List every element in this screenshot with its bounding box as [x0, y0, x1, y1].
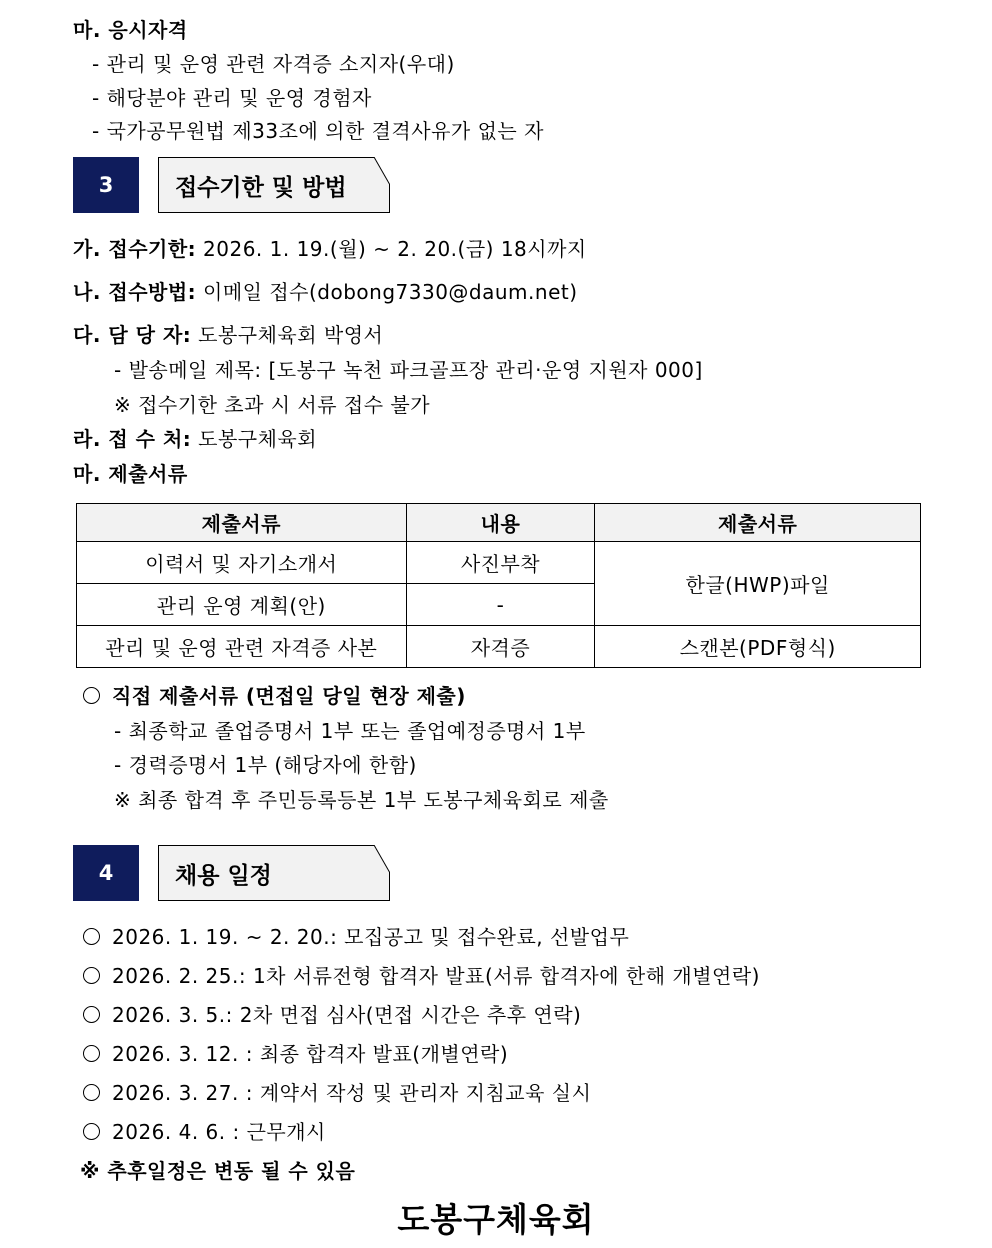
circle-bullet-icon [83, 967, 100, 984]
table-cell: 스캔본(PDF형식) [595, 626, 921, 668]
method-line [73, 279, 578, 305]
schedule-item [83, 963, 760, 989]
office-label: 라. 접 수 처: [73, 427, 192, 451]
table-header-cell: 제출서류 [595, 504, 921, 542]
deadline-warning-note: ※ 접수기한 초과 시 서류 접수 불가 [114, 393, 431, 417]
contact-value: 도봉구체육회 박영서 [191, 323, 384, 347]
direct-submission-item: ※ 최종 합격 후 주민등록등본 1부 도봉구체육회로 제출 [114, 788, 609, 812]
method-label: 나. 접수방법: [73, 280, 197, 304]
qualification-heading: 마. 응시자격 [73, 18, 188, 42]
deadline-label: 가. 접수기한: [73, 237, 197, 261]
section-title: 접수기한 및 방법 [175, 174, 347, 201]
schedule-item [83, 1080, 591, 1106]
table-row [77, 542, 921, 584]
section-title: 채용 일정 [175, 862, 272, 889]
schedule-item [83, 1041, 508, 1067]
contact-line [73, 322, 383, 348]
qualification-item: - 해당분야 관리 및 운영 경험자 [92, 86, 372, 110]
qualification-item: - 국가공무원법 제33조에 의한 결격사유가 없는 자 [92, 119, 544, 143]
direct-submission-title-line [83, 683, 466, 709]
schedule-item [83, 1002, 581, 1028]
section-title-box [158, 845, 390, 901]
section-number-badge: 3 [73, 157, 139, 213]
circle-bullet-icon [83, 1123, 100, 1140]
schedule-item [83, 924, 629, 950]
table-header-cell: 제출서류 [77, 504, 407, 542]
organization-footer: 도봉구체육회 [397, 1200, 595, 1239]
schedule-text: 2026. 3. 27. : 계약서 작성 및 관리자 지침교육 실시 [112, 1081, 592, 1105]
schedule-text: 2026. 3. 5.: 2차 면접 심사(면접 시간은 추후 연락) [112, 1003, 582, 1027]
email-subject-note: - 발송메일 제목: [도봉구 녹천 파크골프장 관리·운영 지원자 000] [114, 358, 703, 382]
documents-table [76, 503, 921, 668]
table-cell: 이력서 및 자기소개서 [77, 542, 407, 584]
schedule-text: 2026. 1. 19. ~ 2. 20.: 모집공고 및 접수완료, 선발업무 [112, 925, 630, 949]
schedule-text: 2026. 3. 12. : 최종 합격자 발표(개별연락) [112, 1042, 509, 1066]
table-header-row [77, 504, 921, 542]
direct-submission-title: 직접 제출서류 (면접일 당일 현장 제출) [112, 684, 466, 708]
table-cell: 자격증 [406, 626, 595, 668]
table-cell: - [406, 584, 595, 626]
documents-heading: 마. 제출서류 [73, 462, 188, 486]
schedule-text: 2026. 4. 6. : 근무개시 [112, 1120, 326, 1144]
table-cell: 관리 및 운영 관련 자격증 사본 [77, 626, 407, 668]
schedule-note: ※ 추후일정은 변동 될 수 있음 [80, 1159, 356, 1183]
table-row [77, 626, 921, 668]
circle-bullet-icon [83, 687, 100, 704]
circle-bullet-icon [83, 1006, 100, 1023]
direct-submission-item: - 최종학교 졸업증명서 1부 또는 졸업예정증명서 1부 [114, 719, 586, 743]
schedule-text: 2026. 2. 25.: 1차 서류전형 합격자 발표(서류 합격자에 한해 개별연락) [112, 964, 760, 988]
direct-submission-item: - 경력증명서 1부 (해당자에 한함) [114, 753, 417, 777]
circle-bullet-icon [83, 928, 100, 945]
table-header-cell: 내용 [406, 504, 595, 542]
circle-bullet-icon [83, 1084, 100, 1101]
section-number-badge: 4 [73, 845, 139, 901]
deadline-line [73, 236, 587, 262]
office-line [73, 426, 317, 452]
table-cell: 사진부착 [406, 542, 595, 584]
table-cell: 관리 운영 계획(안) [77, 584, 407, 626]
deadline-value: 2026. 1. 19.(월) ~ 2. 20.(금) 18시까지 [196, 237, 587, 261]
section-title-box [158, 157, 390, 213]
folded-corner-icon [374, 845, 390, 873]
method-value: 이메일 접수(dobong7330@daum.net) [196, 280, 578, 304]
contact-label: 다. 담 당 자: [73, 323, 192, 347]
schedule-item [83, 1119, 326, 1145]
folded-corner-icon [374, 157, 390, 185]
qualification-item: - 관리 및 운영 관련 자격증 소지자(우대) [92, 52, 455, 76]
table-cell: 한글(HWP)파일 [595, 542, 921, 626]
office-value: 도봉구체육회 [191, 427, 318, 451]
circle-bullet-icon [83, 1045, 100, 1062]
